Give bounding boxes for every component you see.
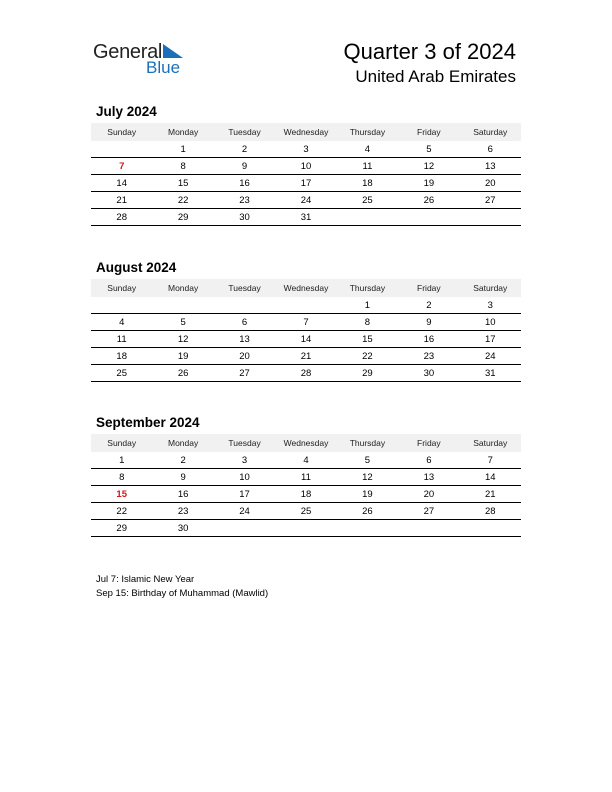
day-cell: 8	[364, 317, 371, 328]
day-cell: 27	[484, 195, 496, 206]
weekday-label: Monday	[168, 438, 199, 448]
day-cell: 29	[116, 523, 127, 534]
day-cell	[152, 297, 213, 314]
weekday-label: Sunday	[107, 127, 137, 137]
week-row	[91, 141, 521, 158]
day-cell: 16	[423, 334, 435, 345]
day-cell: 30	[239, 212, 250, 223]
day-cell	[460, 209, 521, 226]
day-cell: 1	[119, 455, 125, 466]
day-cell: 5	[426, 144, 432, 155]
day-cell: 13	[423, 472, 435, 483]
day-cell: 6	[241, 317, 248, 328]
day-cell: 7	[487, 455, 493, 466]
day-cell: 28	[484, 506, 496, 517]
logo-text-general: General	[93, 41, 163, 63]
weekday-label: Sunday	[107, 438, 137, 448]
day-cell: 18	[116, 351, 127, 362]
weekday-label: Wednesday	[283, 127, 329, 137]
day-cell	[398, 209, 459, 226]
day-cell: 3	[303, 144, 309, 155]
day-cell: 6	[426, 455, 432, 466]
day-cell: 20	[239, 351, 250, 362]
day-cell: 9	[426, 317, 432, 328]
week-row	[91, 348, 521, 365]
day-cell: 10	[300, 161, 312, 172]
day-cell: 28	[116, 212, 127, 223]
weekday-header	[91, 434, 521, 452]
week-row	[91, 486, 521, 503]
weekday-label: Wednesday	[283, 438, 329, 448]
day-cell: 19	[423, 178, 435, 189]
day-cell: 2	[426, 300, 432, 311]
weekday-label: Friday	[417, 438, 441, 448]
weekday-label: Thursday	[349, 127, 386, 137]
month-title: September 2024	[96, 415, 200, 430]
day-cell: 20	[423, 489, 435, 500]
day-cell: 18	[362, 178, 373, 189]
weekday-label: Sunday	[107, 283, 137, 293]
weekday-label: Thursday	[349, 438, 386, 448]
country-name: United Arab Emirates	[355, 67, 516, 86]
day-cell: 25	[362, 195, 373, 206]
day-cell: 21	[116, 195, 127, 206]
day-cell: 25	[300, 506, 312, 517]
day-cell: 15	[362, 334, 373, 345]
day-cell: 20	[484, 178, 496, 189]
day-cell: 12	[423, 161, 435, 172]
week-row	[91, 158, 521, 175]
day-cell: 31	[484, 368, 496, 379]
day-cell: 23	[423, 351, 435, 362]
week-row	[91, 520, 521, 537]
day-cell: 30	[177, 523, 189, 534]
day-cell: 1	[180, 144, 186, 155]
day-cell: 18	[300, 489, 312, 500]
weekday-label: Tuesday	[228, 127, 261, 137]
week-row	[91, 175, 521, 192]
day-cell: 21	[484, 489, 496, 500]
day-cell: 2	[241, 144, 248, 155]
day-cell: 29	[362, 368, 373, 379]
day-cell: 17	[300, 178, 312, 189]
day-cell: 13	[239, 334, 250, 345]
day-cell	[275, 520, 336, 537]
day-cell: 23	[239, 195, 250, 206]
day-cell: 24	[239, 506, 250, 517]
day-cell: 22	[116, 506, 127, 517]
day-cell: 17	[239, 489, 250, 500]
month-august	[91, 259, 521, 382]
weekday-label: Wednesday	[283, 283, 329, 293]
day-cell: 14	[116, 178, 127, 189]
day-cell: 24	[484, 351, 496, 362]
day-cell	[337, 520, 398, 537]
month-title: July 2024	[96, 104, 157, 119]
day-cell: 4	[303, 455, 309, 466]
day-cell: 24	[300, 195, 312, 206]
day-cell: 22	[177, 195, 189, 206]
day-cell: 31	[300, 212, 312, 223]
month-title: August 2024	[96, 260, 177, 275]
day-cell: 22	[362, 351, 373, 362]
weekday-header	[91, 123, 521, 141]
week-row	[91, 209, 521, 226]
day-cell: 11	[301, 472, 311, 483]
day-cell: 10	[239, 472, 250, 483]
generalblue-logo	[93, 40, 193, 80]
day-cell	[275, 297, 336, 314]
day-cell	[460, 520, 521, 537]
week-row	[91, 297, 521, 314]
day-cell: 16	[239, 178, 250, 189]
weekday-label: Saturday	[473, 127, 508, 137]
day-cell: 8	[119, 472, 125, 483]
day-cell: 15	[177, 178, 189, 189]
holiday-day-cell: 15	[116, 489, 127, 500]
month-september	[91, 414, 521, 537]
logo-text-blue: Blue	[146, 58, 181, 77]
week-row	[91, 331, 521, 348]
day-cell: 9	[241, 161, 248, 172]
day-cell	[398, 520, 459, 537]
day-cell: 11	[362, 161, 373, 172]
day-cell: 1	[364, 300, 371, 311]
weekday-label: Tuesday	[228, 438, 261, 448]
week-row	[91, 365, 521, 382]
day-cell: 12	[177, 334, 189, 345]
day-cell: 17	[484, 334, 496, 345]
day-cell: 6	[487, 144, 493, 155]
day-cell: 11	[116, 334, 127, 345]
weekday-label: Thursday	[349, 283, 386, 293]
day-cell: 10	[484, 317, 496, 328]
week-row	[91, 469, 521, 486]
day-cell	[91, 141, 152, 158]
month-july	[91, 103, 521, 226]
day-cell	[214, 520, 275, 537]
day-cell: 5	[180, 317, 186, 328]
page-title: Quarter 3 of 2024	[343, 39, 516, 64]
holiday-notes	[96, 573, 268, 601]
day-cell: 28	[300, 368, 312, 379]
holiday-note: Sep 15: Birthday of Muhammad (Mawlid)	[96, 588, 269, 599]
weekday-label: Saturday	[473, 438, 508, 448]
week-row	[91, 192, 521, 209]
day-cell: 14	[300, 334, 312, 345]
week-row	[91, 314, 521, 331]
day-cell	[337, 209, 398, 226]
day-cell: 19	[362, 489, 373, 500]
day-cell: 12	[362, 472, 373, 483]
day-cell: 3	[487, 300, 493, 311]
weekday-label: Monday	[168, 127, 199, 137]
week-row	[91, 452, 521, 469]
day-cell: 26	[362, 506, 373, 517]
day-cell: 16	[177, 489, 189, 500]
weekday-label: Friday	[417, 127, 441, 137]
day-cell: 27	[423, 506, 435, 517]
day-cell: 5	[364, 455, 371, 466]
day-cell: 8	[180, 161, 186, 172]
day-cell: 2	[180, 455, 186, 466]
day-cell: 4	[364, 144, 371, 155]
day-cell: 3	[241, 455, 248, 466]
day-cell: 29	[177, 212, 189, 223]
weekday-header	[91, 279, 521, 297]
weekday-label: Saturday	[473, 283, 508, 293]
weekday-label: Tuesday	[228, 283, 261, 293]
holiday-note: Jul 7: Islamic New Year	[96, 574, 195, 585]
day-cell: 27	[239, 368, 250, 379]
weekday-label: Friday	[417, 283, 441, 293]
day-cell: 14	[484, 472, 496, 483]
day-cell: 30	[423, 368, 435, 379]
day-cell: 26	[423, 195, 435, 206]
day-cell: 21	[300, 351, 312, 362]
day-cell	[214, 297, 275, 314]
day-cell: 25	[116, 368, 127, 379]
day-cell	[91, 297, 152, 314]
holiday-day-cell: 7	[119, 161, 125, 172]
weekday-label: Monday	[168, 283, 199, 293]
week-row	[91, 503, 521, 520]
day-cell: 19	[177, 351, 189, 362]
day-cell: 26	[177, 368, 189, 379]
day-cell: 23	[177, 506, 189, 517]
day-cell: 13	[484, 161, 496, 172]
day-cell: 4	[119, 317, 125, 328]
day-cell: 9	[180, 472, 186, 483]
day-cell: 7	[303, 317, 309, 328]
